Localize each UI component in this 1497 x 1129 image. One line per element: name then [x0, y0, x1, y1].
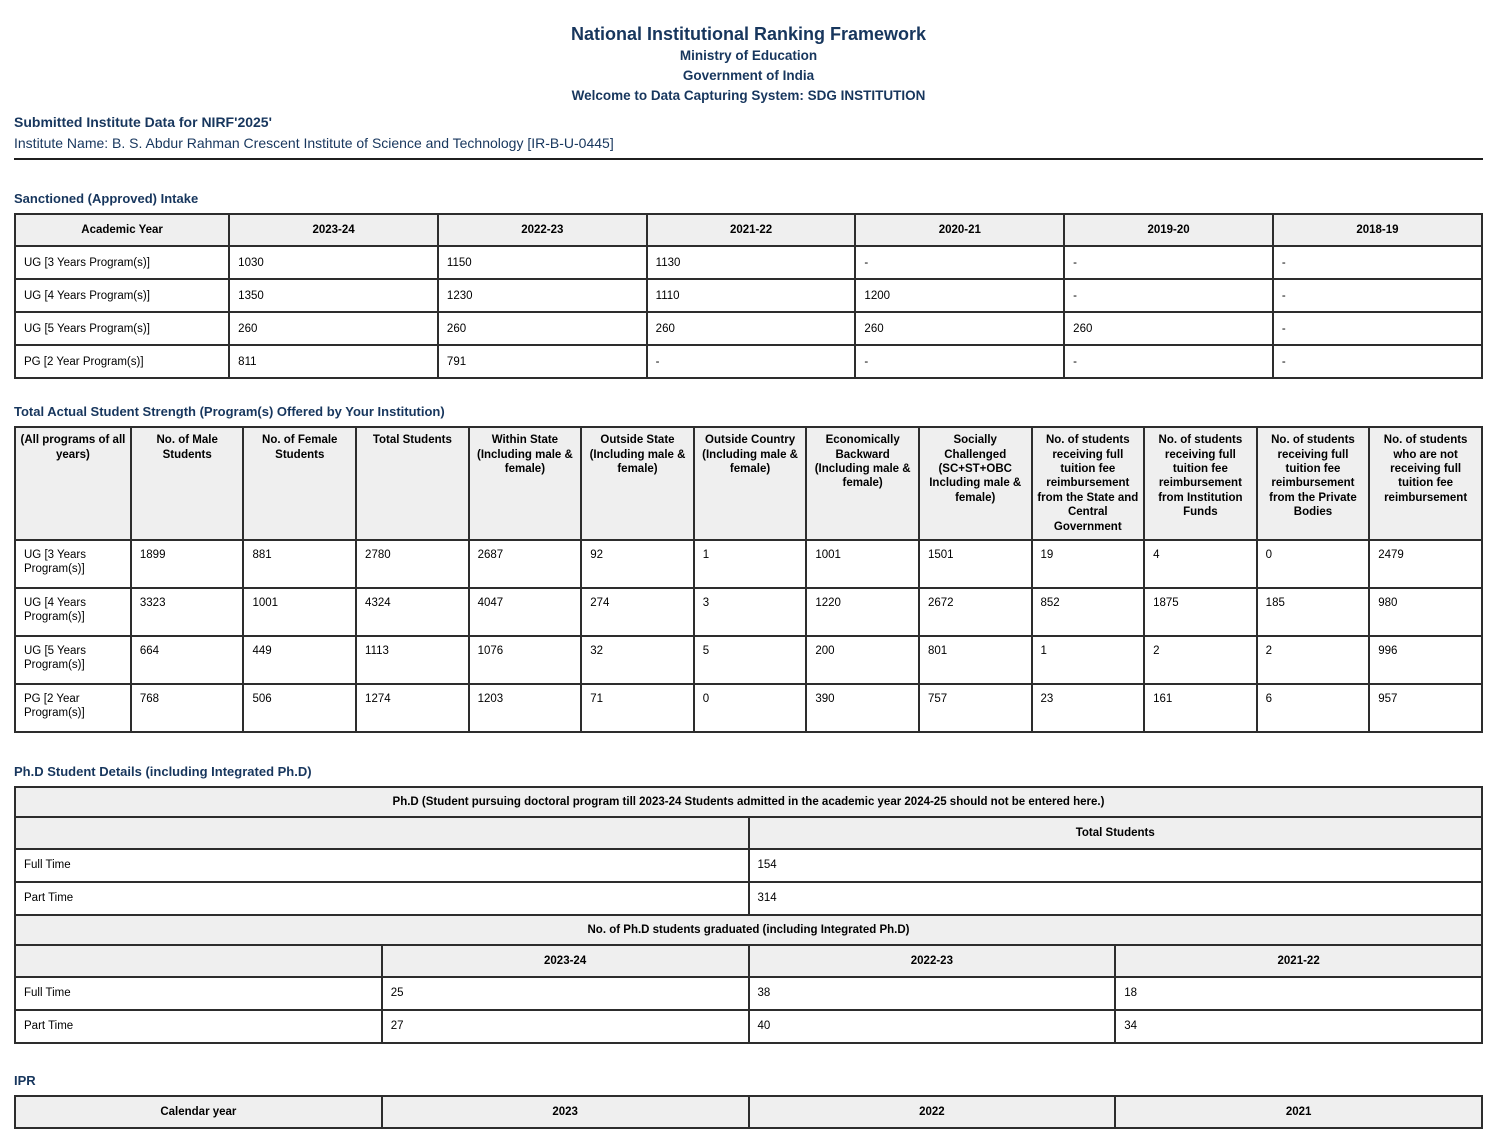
row-label: UG [5 Years Program(s)] [15, 312, 229, 345]
table-header-row [15, 1096, 1482, 1128]
column-header: No. of students who are not receiving full tuition fee reimbursement [1369, 427, 1482, 540]
cell: 801 [919, 636, 1032, 684]
cell: 40 [749, 1010, 1116, 1043]
cell: 1350 [229, 279, 438, 312]
empty-header-cell [15, 817, 749, 849]
column-header: No. of Female Students [243, 427, 356, 540]
cell: 2 [1257, 636, 1370, 684]
government-subtitle: Government of India [682, 67, 815, 83]
cell: 260 [647, 312, 856, 345]
cell: 200 [806, 636, 919, 684]
table-row [15, 977, 1482, 1010]
column-header: No. of Male Students [131, 427, 244, 540]
cell: 2479 [1369, 540, 1482, 588]
cell: 1203 [469, 684, 582, 732]
table-row [15, 636, 1482, 684]
table-header-row [15, 817, 1482, 849]
cell: 664 [131, 636, 244, 684]
cell: 996 [1369, 636, 1482, 684]
cell: 1220 [806, 588, 919, 636]
table-header-row [15, 214, 1482, 246]
cell: 92 [581, 540, 694, 588]
table-row [15, 882, 1482, 915]
cell: - [1064, 279, 1273, 312]
welcome-subtitle: Welcome to Data Capturing System: SDG INSTITUTION [571, 88, 926, 104]
ipr-heading: IPR [14, 1072, 36, 1088]
cell: - [1064, 246, 1273, 279]
table-row [15, 279, 1482, 312]
empty-header-cell [15, 945, 382, 977]
cell: 757 [919, 684, 1032, 732]
institute-name-line: Institute Name: B. S. Abdur Rahman Crescent Institute of Science and Technology [IR-B-U-0445] [14, 135, 1483, 160]
table-row [15, 588, 1482, 636]
cell: 2780 [356, 540, 469, 588]
cell: 506 [243, 684, 356, 732]
cell: 34 [1115, 1010, 1482, 1043]
cell: 1200 [855, 279, 1064, 312]
column-header: Socially Challenged (SC+ST+OBC Including male & female) [919, 427, 1032, 540]
column-header: Calendar year [15, 1096, 382, 1128]
table-header-row [15, 945, 1482, 977]
page-content [14, 114, 1483, 1129]
row-label: PG [2 Year Program(s)] [15, 684, 131, 732]
cell: - [1064, 345, 1273, 378]
cell: 32 [581, 636, 694, 684]
cell: - [855, 246, 1064, 279]
column-header: 2023-24 [382, 945, 749, 977]
column-header: 2023 [382, 1096, 749, 1128]
row-label: UG [3 Years Program(s)] [15, 540, 131, 588]
column-header: 2022 [749, 1096, 1116, 1128]
phd-details-table [14, 786, 1483, 1044]
cell: 274 [581, 588, 694, 636]
cell: 4324 [356, 588, 469, 636]
cell: 185 [1257, 588, 1370, 636]
cell: - [1273, 246, 1482, 279]
column-header: Total Students [749, 817, 1483, 849]
cell: - [855, 345, 1064, 378]
column-header: 2019-20 [1064, 214, 1273, 246]
cell: 0 [1257, 540, 1370, 588]
cell: 38 [749, 977, 1116, 1010]
cell: 811 [229, 345, 438, 378]
cell: 2672 [919, 588, 1032, 636]
row-label: UG [5 Years Program(s)] [15, 636, 131, 684]
column-header: Total Students [356, 427, 469, 540]
column-header: 2018-19 [1273, 214, 1482, 246]
column-header: No. of students receiving full tuition fee reimbursement from Institution Funds [1144, 427, 1257, 540]
cell: 881 [243, 540, 356, 588]
cell: 161 [1144, 684, 1257, 732]
row-label: Full Time [15, 849, 749, 882]
cell: 260 [855, 312, 1064, 345]
cell: 71 [581, 684, 694, 732]
row-label: Part Time [15, 882, 749, 915]
table-header-row [15, 915, 1482, 945]
cell: 1001 [806, 540, 919, 588]
cell: - [1273, 279, 1482, 312]
column-header: Outside Country (Including male & female) [694, 427, 807, 540]
column-header: 2023-24 [229, 214, 438, 246]
cell: 2687 [469, 540, 582, 588]
cell: 260 [1064, 312, 1273, 345]
cell: 852 [1032, 588, 1145, 636]
column-header: Outside State (Including male & female) [581, 427, 694, 540]
cell: 1130 [647, 246, 856, 279]
cell: 0 [694, 684, 807, 732]
table-row [15, 345, 1482, 378]
cell: 1274 [356, 684, 469, 732]
cell: 3 [694, 588, 807, 636]
cell: 6 [1257, 684, 1370, 732]
cell: 791 [438, 345, 647, 378]
cell: 1030 [229, 246, 438, 279]
cell: 957 [1369, 684, 1482, 732]
cell: 980 [1369, 588, 1482, 636]
cell: 25 [382, 977, 749, 1010]
table-row [15, 849, 1482, 882]
row-label: UG [4 Years Program(s)] [15, 279, 229, 312]
cell: 768 [131, 684, 244, 732]
row-label: PG [2 Year Program(s)] [15, 345, 229, 378]
cell: - [1273, 312, 1482, 345]
cell: 1501 [919, 540, 1032, 588]
submitted-data-heading: Submitted Institute Data for NIRF'2025' [14, 114, 272, 131]
cell: 1076 [469, 636, 582, 684]
ipr-table [14, 1095, 1483, 1129]
cell: 260 [229, 312, 438, 345]
cell: - [1273, 345, 1482, 378]
column-header: 2021 [1115, 1096, 1482, 1128]
column-header: 2020-21 [855, 214, 1064, 246]
column-header: No. of students receiving full tuition fee reimbursement from the Private Bodies [1257, 427, 1370, 540]
cell: 1 [694, 540, 807, 588]
row-label: Part Time [15, 1010, 382, 1043]
cell: 23 [1032, 684, 1145, 732]
cell: 390 [806, 684, 919, 732]
ministry-subtitle: Ministry of Education [679, 47, 818, 63]
cell: 4047 [469, 588, 582, 636]
table-row [15, 1010, 1482, 1043]
cell: 27 [382, 1010, 749, 1043]
phd-note: Ph.D (Student pursuing doctoral program till 2023-24 Students admitted in the academic year 2024-25 should not be entered here.) [15, 787, 1482, 817]
cell: 154 [749, 849, 1483, 882]
cell: 1110 [647, 279, 856, 312]
cell: 1113 [356, 636, 469, 684]
table-header-row [15, 427, 1482, 540]
column-header: 2021-22 [647, 214, 856, 246]
column-header: Academic Year [15, 214, 229, 246]
cell: 3323 [131, 588, 244, 636]
row-label: Full Time [15, 977, 382, 1010]
page-title: National Institutional Ranking Framework [570, 24, 927, 44]
row-label: UG [3 Years Program(s)] [15, 246, 229, 279]
cell: 19 [1032, 540, 1145, 588]
student-strength-table [14, 426, 1483, 733]
cell: - [647, 345, 856, 378]
cell: 18 [1115, 977, 1482, 1010]
cell: 1001 [243, 588, 356, 636]
student-strength-heading: Total Actual Student Strength (Program(s) Offered by Your Institution) [14, 404, 445, 420]
cell: 1899 [131, 540, 244, 588]
column-header: Economically Backward (Including male & female) [806, 427, 919, 540]
cell: 449 [243, 636, 356, 684]
table-header-row [15, 787, 1482, 817]
sanctioned-intake-table [14, 213, 1483, 379]
cell: 5 [694, 636, 807, 684]
table-row [15, 684, 1482, 732]
cell: 1150 [438, 246, 647, 279]
cell: 260 [438, 312, 647, 345]
page-header [0, 0, 1497, 106]
column-header: No. of students receiving full tuition fee reimbursement from the State and Central Government [1032, 427, 1145, 540]
cell: 1230 [438, 279, 647, 312]
phd-graduated-heading: No. of Ph.D students graduated (including Integrated Ph.D) [15, 915, 1482, 945]
column-header: 2021-22 [1115, 945, 1482, 977]
table-row [15, 540, 1482, 588]
cell: 2 [1144, 636, 1257, 684]
column-header: 2022-23 [438, 214, 647, 246]
phd-details-heading: Ph.D Student Details (including Integrated Ph.D) [14, 763, 312, 779]
table-row [15, 312, 1482, 345]
column-header: 2022-23 [749, 945, 1116, 977]
cell: 314 [749, 882, 1483, 915]
column-header: (All programs of all years) [15, 427, 131, 540]
cell: 1 [1032, 636, 1145, 684]
column-header: Within State (Including male & female) [469, 427, 582, 540]
row-label: UG [4 Years Program(s)] [15, 588, 131, 636]
cell: 4 [1144, 540, 1257, 588]
sanctioned-intake-heading: Sanctioned (Approved) Intake [14, 191, 199, 207]
cell: 1875 [1144, 588, 1257, 636]
table-row [15, 246, 1482, 279]
